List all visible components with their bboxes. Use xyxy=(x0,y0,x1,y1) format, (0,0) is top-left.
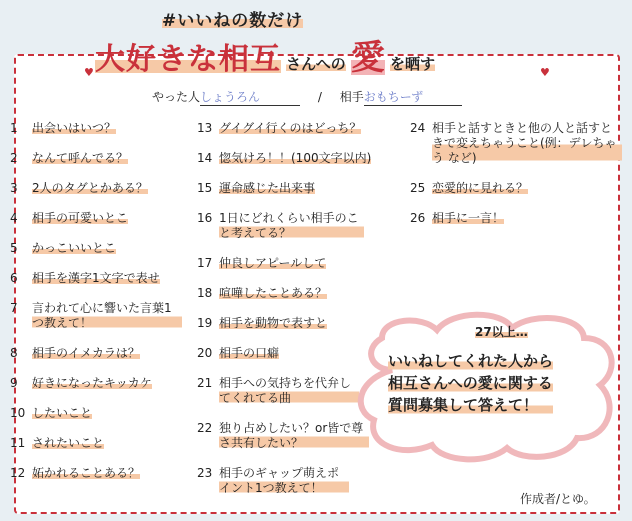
list-item: 5 かっこいいとこ xyxy=(10,241,117,255)
list-item: 12 妬かれることある？ xyxy=(10,466,141,480)
list-item: 4 相手の可愛いとこ xyxy=(10,211,129,225)
list-item: 1 出会いはいつ？ xyxy=(10,121,117,135)
cloud-line: 質問募集して答えて！ xyxy=(388,394,553,416)
list-item: 20 相手の口癖 xyxy=(197,346,280,360)
list-item: 9 好きになったキッカケ xyxy=(10,376,152,390)
title-sub1: さんへの xyxy=(286,55,346,73)
cloud-line: 相互さんへの愛に関する xyxy=(388,374,553,392)
heart-icon: ♥ xyxy=(540,66,550,79)
list-item: 21 相手への気持ちを代弁してくれてる曲 xyxy=(197,376,359,406)
list-item: 11 されたいこと xyxy=(10,436,105,450)
list-item: 7 言われて心に響いた言葉1つ教えて！ xyxy=(10,301,182,331)
list-item: 10 したいこと xyxy=(10,406,93,420)
list-item: 26 相手に一言！ xyxy=(410,211,505,225)
list-item: 25 恋愛的に見れる？ xyxy=(410,181,529,195)
did-label: やった人 xyxy=(152,90,201,104)
hashtag-label: #いいねの数だけ xyxy=(162,6,303,31)
partner-value: おもちーず xyxy=(363,90,424,104)
list-item: 6 相手を漢字1文字で表せ xyxy=(10,271,160,285)
author-label: 作成者/とゆ。 xyxy=(520,492,596,506)
title-main: 大好きな相互 xyxy=(95,42,281,77)
list-item: 24 相手と話すときと他の人と話すときで変えちゃうこと(例：デレちゃう など) xyxy=(410,121,622,166)
credit-separator: / xyxy=(317,90,322,104)
heart-icon: ♥ xyxy=(84,66,94,79)
list-item: 22 独り占めしたい？or皆で尊さ共有したい？ xyxy=(197,421,369,451)
did-value-field xyxy=(200,88,300,106)
page-title xyxy=(95,30,435,78)
credit-line xyxy=(152,88,462,106)
cloud-message xyxy=(388,350,553,416)
list-item: 19 相手を動物で表すと xyxy=(197,316,328,330)
partner-value-field xyxy=(364,88,462,106)
list-item: 14 惚気けろ！！(100文字以内) xyxy=(197,151,372,165)
cloud-more-label: 27以上… xyxy=(475,325,528,339)
list-item: 18 喧嘩したことある？ xyxy=(197,286,328,300)
partner-label: 相手 xyxy=(339,90,364,104)
list-item: 13 グイグイ行くのはどっち？ xyxy=(197,121,362,135)
list-item: 15 運命感じた出来事 xyxy=(197,181,316,195)
title-love: 愛 xyxy=(350,38,385,78)
list-item: 17 仲良しアピールして xyxy=(197,256,327,270)
did-value: しょうろん xyxy=(200,90,261,104)
list-item: 23 相手のギャップ萌えポイント1つ教えて！ xyxy=(197,466,349,496)
list-item: 3 2人のタグとかある？ xyxy=(10,181,148,195)
list-item: 8 相手のイメカラは？ xyxy=(10,346,140,360)
list-item: 16 1日にどれくらい相手のこと考えてる？ xyxy=(197,211,364,241)
title-sub2: を晒す xyxy=(389,55,435,73)
cloud-line: いいねしてくれた人から xyxy=(388,352,554,370)
list-item: 2 なんて呼んでる？ xyxy=(10,151,129,165)
